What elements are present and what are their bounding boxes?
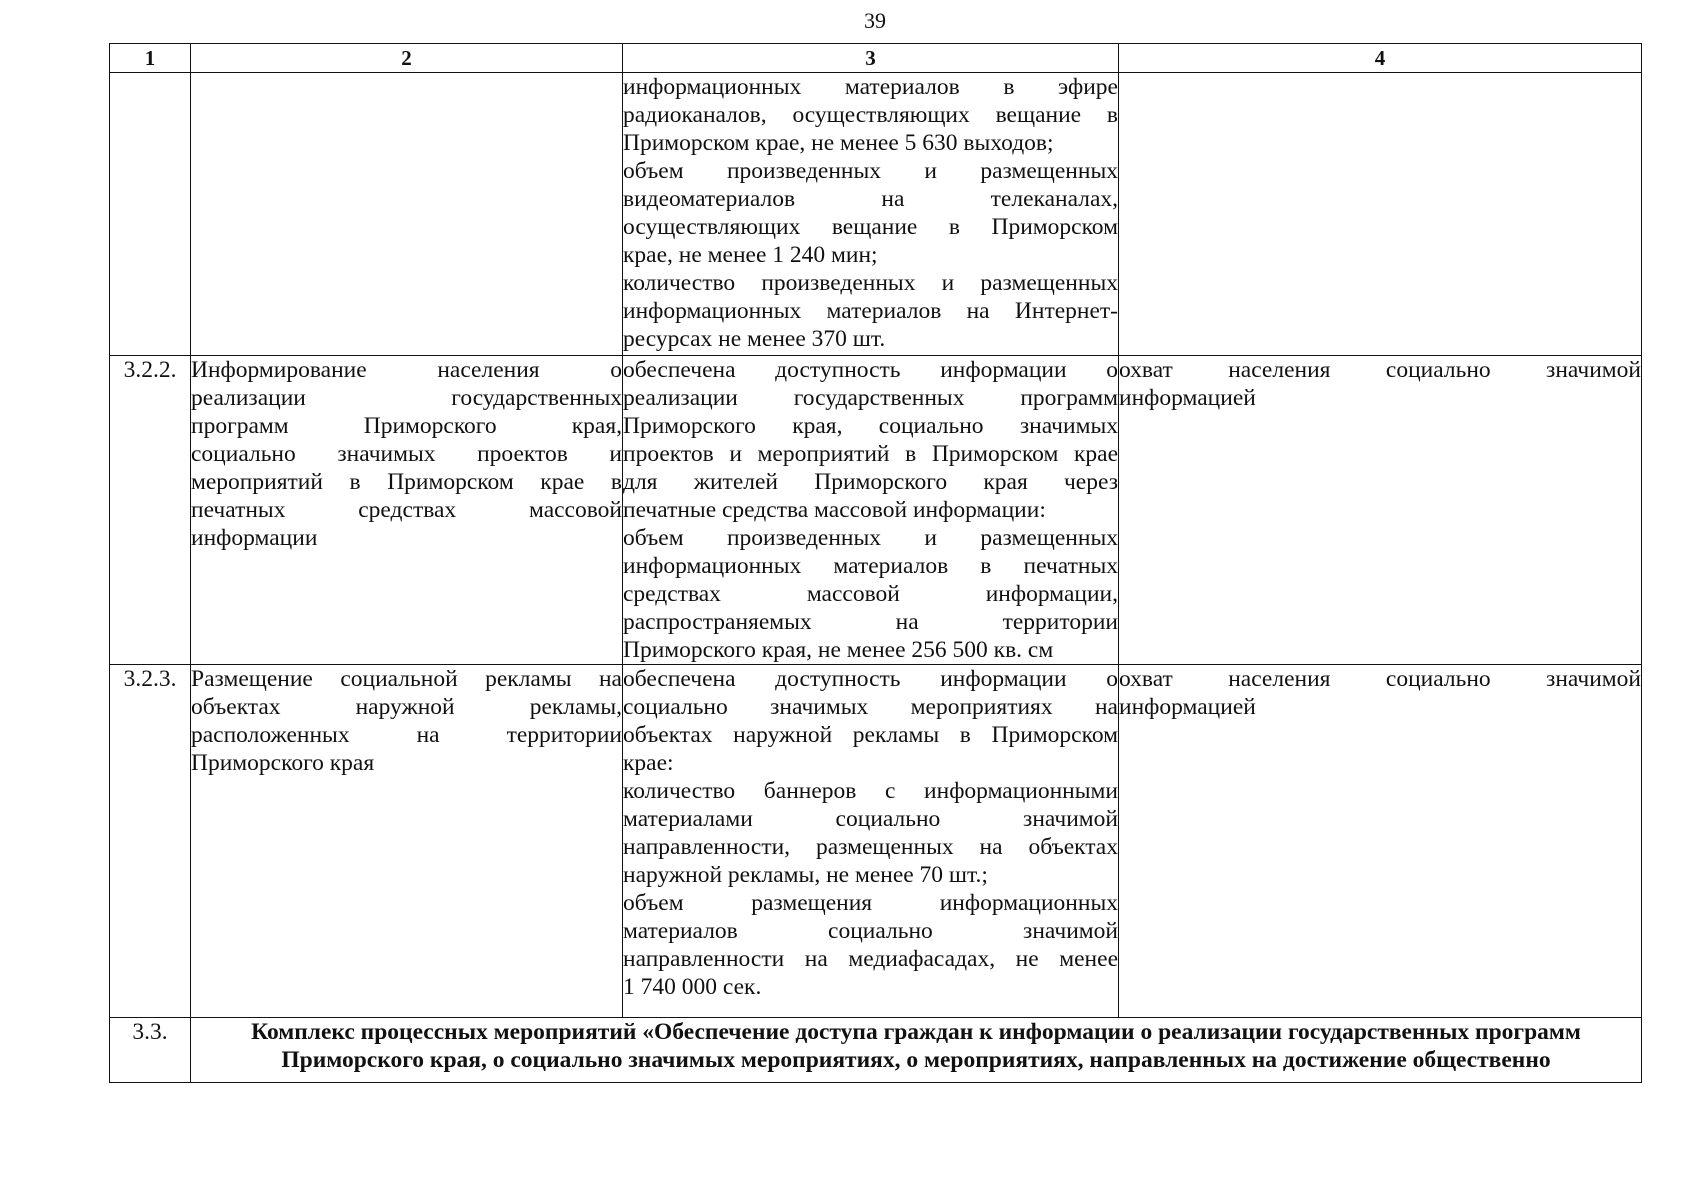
row-number-cell [110,73,191,356]
cell-line: Размещение социальной рекламы на [191,666,622,692]
cell-line: крае: [623,750,674,776]
cell-line: радиоканалов, осуществляющих вещание в [623,102,1118,128]
expected-result-cell [623,356,1119,665]
header-cell-1: 1 [110,44,191,73]
section-number-cell: 3.3. [110,1018,191,1083]
cell-line: материалов социально значимой [623,918,1118,944]
cell-line: крае, не менее 1 240 мин; [623,242,878,268]
cell-line: печатных средствах массовой [191,497,622,523]
header-cell-2: 2 [191,44,623,73]
measure-name-cell [191,356,623,665]
cell-line: информационных материалов на Интернет- [623,298,1118,324]
cell-line: объем размещения информационных [623,890,1118,916]
measures-table [109,43,1642,1083]
row-number-cell: 3.2.3. [110,665,191,1018]
cell-line: средствах массовой информации, [623,581,1118,607]
cell-line: ресурсах не менее 370 шт. [623,326,886,352]
cell-line: наружной рекламы, не менее 70 шт.; [623,862,988,888]
cell-line: программ Приморского края, [191,413,622,439]
section-title-cell [191,1018,1642,1083]
cell-line: охват населения социально значимой [1119,357,1641,383]
header-row [110,44,1642,73]
cell-line: для жителей Приморского края через [623,469,1118,495]
indicator-cell [1119,356,1642,665]
cell-line: направленности, размещенных на объектах [623,834,1118,860]
table-row-3-2-3 [110,665,1642,1018]
cell-line: социально значимых проектов и [191,441,622,467]
section-title-line: Приморского края, о социально значимых мероприятиях, о мероприятиях, направленных на достижение общественно [281,1047,1551,1073]
table-row-3-3-section [110,1018,1642,1083]
cell-line: обеспечена доступность информации о [623,357,1118,383]
cell-line: расположенных на территории [191,722,622,748]
cell-line: проектов и мероприятий в Приморском крае [623,441,1118,467]
cell-line: объем произведенных и размещенных [623,525,1118,551]
expected-result-cell [623,665,1119,1018]
cell-line: реализации государственных программ [623,385,1118,411]
indicator-cell [1119,73,1642,356]
page-number: 39 [864,8,886,33]
cell-line: объем произведенных и размещенных [623,158,1118,184]
cell-line: распространяемых на территории [623,609,1118,635]
measure-name-cell [191,73,623,356]
cell-line: информационных материалов в печатных [623,553,1118,579]
cell-line: информацией [1119,385,1256,411]
cell-line: Приморском крае, не менее 5 630 выходов; [623,130,1054,156]
cell-line: Приморского края, социально значимых [623,413,1118,439]
table-row-3-2-2 [110,356,1642,665]
cell-line: Приморского края, не менее 256 500 кв. см [623,637,1054,663]
cell-line: направленности на медиафасадах, не менее [623,946,1118,972]
cell-line: объектах наружной рекламы, [191,694,622,720]
cell-line: реализации государственных [191,385,622,411]
measure-name-cell [191,665,623,1018]
cell-line: объектах наружной рекламы в Приморском [623,722,1118,748]
cell-line: социально значимых мероприятиях на [623,694,1118,720]
cell-line: информации [191,525,318,551]
header-cell-4: 4 [1119,44,1642,73]
cell-line: видеоматериалов на телеканалах, [623,186,1118,212]
row-number-cell: 3.2.2. [110,356,191,665]
indicator-cell [1119,665,1642,1018]
cell-line: количество баннеров с информационными [623,778,1118,804]
table-row-continuation [110,73,1642,356]
cell-line: охват населения социально значимой [1119,666,1641,692]
section-title-line: Комплекс процессных мероприятий «Обеспечение доступа граждан к информации о реализации государственных программ [251,1019,1581,1045]
cell-line: осуществляющих вещание в Приморском [623,214,1118,240]
expected-result-cell [623,73,1119,356]
header-cell-3: 3 [623,44,1119,73]
cell-line: информацией [1119,694,1256,720]
cell-line: Информирование населения о [191,357,622,383]
cell-line: печатные средства массовой информации: [623,497,1046,523]
cell-line: обеспечена доступность информации о [623,666,1118,692]
cell-line: количество произведенных и размещенных [623,270,1118,296]
cell-line: мероприятий в Приморском крае в [191,469,622,495]
cell-line: 1 740 000 сек. [623,974,762,1000]
cell-line: Приморского края [191,750,375,776]
cell-line: информационных материалов в эфире [623,74,1118,100]
cell-line: материалами социально значимой [623,806,1118,832]
